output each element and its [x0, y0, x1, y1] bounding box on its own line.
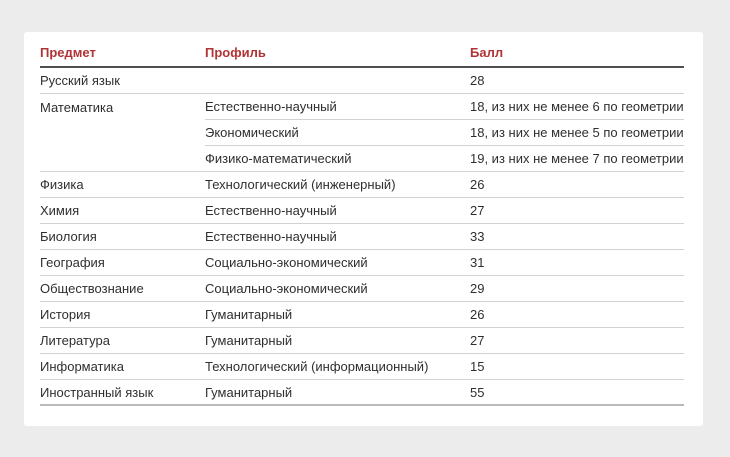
subject-cell: Иностранный язык [40, 380, 205, 406]
subject-cell [40, 146, 205, 172]
table-header-row [40, 38, 684, 68]
profile-cell: Естественно-научный [205, 198, 470, 224]
profile-cell [205, 68, 470, 94]
column-header-score: Балл [470, 44, 504, 60]
score-cell: 29 [470, 276, 684, 302]
table-row [40, 328, 684, 354]
table-row [40, 198, 684, 224]
score-cell: 31 [470, 250, 684, 276]
table-row [40, 354, 684, 380]
table-row [40, 224, 684, 250]
score-cell: 18, из них не менее 6 по геометрии [470, 94, 684, 120]
table-row [40, 172, 684, 198]
subject-cell [40, 120, 205, 146]
column-header-profile: Профиль [205, 44, 266, 60]
score-cell: 27 [470, 328, 684, 354]
table-row [40, 146, 684, 172]
score-cell: 28 [470, 68, 684, 94]
subject-cell: Биология [40, 224, 205, 250]
profile-cell: Социально-экономический [205, 276, 470, 302]
profile-cell: Гуманитарный [205, 380, 470, 406]
profile-cell: Гуманитарный [205, 328, 470, 354]
subject-cell: История [40, 302, 205, 328]
subject-cell: Химия [40, 198, 205, 224]
profile-cell: Экономический [205, 120, 470, 146]
score-cell: 27 [470, 198, 684, 224]
table-row [40, 380, 684, 406]
profile-cell: Физико-математический [205, 146, 470, 172]
score-table-card [24, 32, 703, 426]
column-header-subject: Предмет [40, 44, 96, 60]
subject-cell: Обществознание [40, 276, 205, 302]
profile-cell: Естественно-научный [205, 224, 470, 250]
table-row [40, 120, 684, 146]
table-row [40, 250, 684, 276]
subject-cell: Математика [40, 99, 114, 115]
score-cell: 33 [470, 224, 684, 250]
profile-cell: Технологический (информационный) [205, 354, 470, 380]
subject-cell: Физика [40, 172, 205, 198]
subject-cell: Информатика [40, 354, 205, 380]
score-cell: 18, из них не менее 5 по геометрии [470, 120, 684, 146]
table-row [40, 302, 684, 328]
subject-cell: География [40, 250, 205, 276]
table-row [40, 94, 684, 120]
table-row [40, 276, 684, 302]
profile-cell: Технологический (инженерный) [205, 172, 470, 198]
subject-cell: Литература [40, 328, 205, 354]
subject-cell: Русский язык [40, 68, 205, 94]
score-cell: 19, из них не менее 7 по геометрии [470, 146, 684, 172]
score-cell: 15 [470, 354, 684, 380]
score-cell: 26 [470, 302, 684, 328]
profile-cell: Естественно-научный [205, 94, 470, 120]
score-cell: 55 [470, 380, 684, 406]
score-cell: 26 [470, 172, 684, 198]
profile-cell: Социально-экономический [205, 250, 470, 276]
table-row [40, 68, 684, 94]
profile-cell: Гуманитарный [205, 302, 470, 328]
